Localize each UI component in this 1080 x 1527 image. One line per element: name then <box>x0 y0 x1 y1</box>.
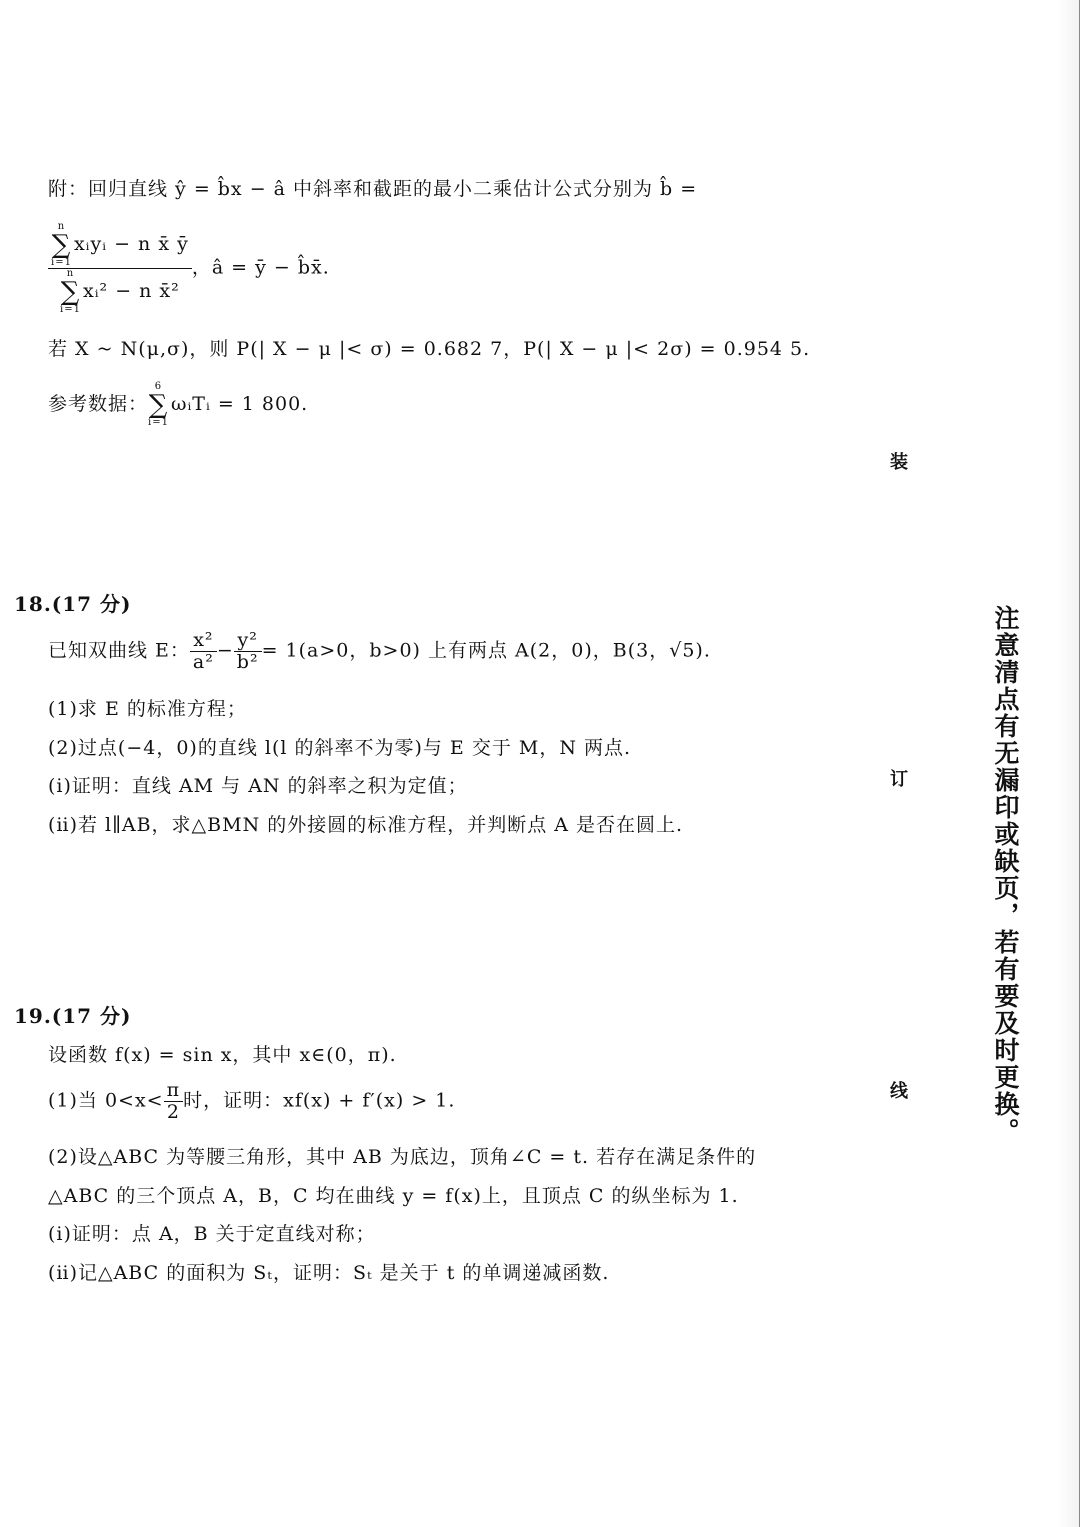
regression-formula <box>48 222 330 315</box>
binding-mark-ding: 订 <box>890 769 908 790</box>
side-notice: 注意清点有无漏印或缺页，若有要及时更换。 <box>991 605 1020 1145</box>
q18-intro <box>48 630 711 673</box>
slope-numerator <box>48 222 192 269</box>
numerator-sum-upper: n <box>57 221 66 232</box>
q19-part-1 <box>48 1080 455 1123</box>
reference-data-line <box>48 382 308 428</box>
q18-title: 18.(17 分) <box>14 592 132 616</box>
appendix-line-1: 附：回归直线 ŷ = b̂x − â 中斜率和截距的最小二乘估计公式分别为 b̂ = <box>48 178 698 200</box>
denominator-body: xᵢ² − n x̄² <box>83 280 180 302</box>
q19-frac-num: π <box>164 1080 184 1102</box>
q18-intro-prefix: 已知双曲线 E： <box>48 639 190 662</box>
q19-part-2-line-2: △ABC 的三个顶点 A，B，C 均在曲线 y = f(x)上，且顶点 C 的纵坐标为 1. <box>48 1185 739 1207</box>
q19-pi-over-2 <box>164 1080 184 1123</box>
denominator-sum-upper: n <box>66 268 75 279</box>
sigma-symbol: ∑ <box>51 230 72 260</box>
q19-intro: 设函数 f(x) = sin x，其中 x∈(0，π). <box>48 1044 397 1066</box>
q19-part-1-suffix: 时，证明：xf(x) + f′(x) > 1. <box>183 1089 456 1112</box>
slope-denominator <box>48 269 192 315</box>
intercept-formula: ，â = ȳ − b̂x̄. <box>191 256 330 279</box>
q19-title: 19.(17 分) <box>14 1004 132 1028</box>
numerator-sum-lower: i=1 <box>51 257 72 268</box>
q18-minus: − <box>216 639 234 662</box>
q18-intro-suffix: = 1(a>0，b>0) 上有两点 A(2，0)，B(3，√5). <box>261 639 711 662</box>
reference-sum <box>148 382 169 428</box>
q18-part-1: (1)求 E 的标准方程； <box>48 698 247 720</box>
sigma-symbol: ∑ <box>148 390 169 420</box>
q18-frac-y-den: b² <box>236 650 259 673</box>
q18-part-2-ii: (ⅱ)若 l∥AB，求△BMN 的外接圆的标准方程，并判断点 A 是否在圆上. <box>48 814 684 836</box>
q18-frac-x-den: a² <box>192 650 214 673</box>
reference-sum-body: ωᵢTᵢ = 1 800. <box>170 393 309 415</box>
denominator-sum-lower: i=1 <box>60 304 81 315</box>
q18-part-2: (2)过点(−4，0)的直线 l(l 的斜率不为零)与 E 交于 M，N 两点. <box>48 737 632 759</box>
reference-sum-upper: 6 <box>154 381 163 392</box>
q18-frac-x <box>190 630 217 673</box>
q19-part-2-line-1: (2)设△ABC 为等腰三角形，其中 AB 为底边，顶角∠C = t. 若存在满足条件的 <box>48 1146 757 1168</box>
q19-part-2-ii: (ⅱ)记△ABC 的面积为 Sₜ，证明：Sₜ 是关于 t 的单调递减函数. <box>48 1262 610 1284</box>
binding-mark-zhuang: 装 <box>890 452 908 473</box>
reference-label: 参考数据： <box>48 393 149 415</box>
denominator-sum <box>60 269 81 315</box>
q18-part-2-i: (ⅰ)证明：直线 AM 与 AN 的斜率之积为定值； <box>48 775 468 797</box>
binding-mark-xian: 线 <box>890 1081 908 1102</box>
q18-frac-y <box>234 630 262 673</box>
slope-fraction <box>48 222 192 315</box>
q18-frac-y-num: y² <box>234 630 262 652</box>
q19-part-2-i: (ⅰ)证明：点 A，B 关于定直线对称； <box>48 1223 376 1245</box>
normal-distribution-line: 若 X ~ N(μ,σ)，则 P(| X − μ |< σ) = 0.682 7，P(| X − μ |< 2σ) = 0.954 5. <box>48 338 811 360</box>
reference-sum-lower: i=1 <box>148 417 169 428</box>
sigma-symbol: ∑ <box>60 277 81 307</box>
page-edge-shadow <box>1057 0 1079 1527</box>
numerator-body: xᵢyᵢ − n x̄ ȳ <box>73 233 189 255</box>
q19-part-1-prefix: (1)当 0<x< <box>48 1089 164 1112</box>
numerator-sum <box>51 222 72 268</box>
q18-frac-x-num: x² <box>190 630 217 652</box>
q19-frac-den: 2 <box>166 1100 180 1123</box>
